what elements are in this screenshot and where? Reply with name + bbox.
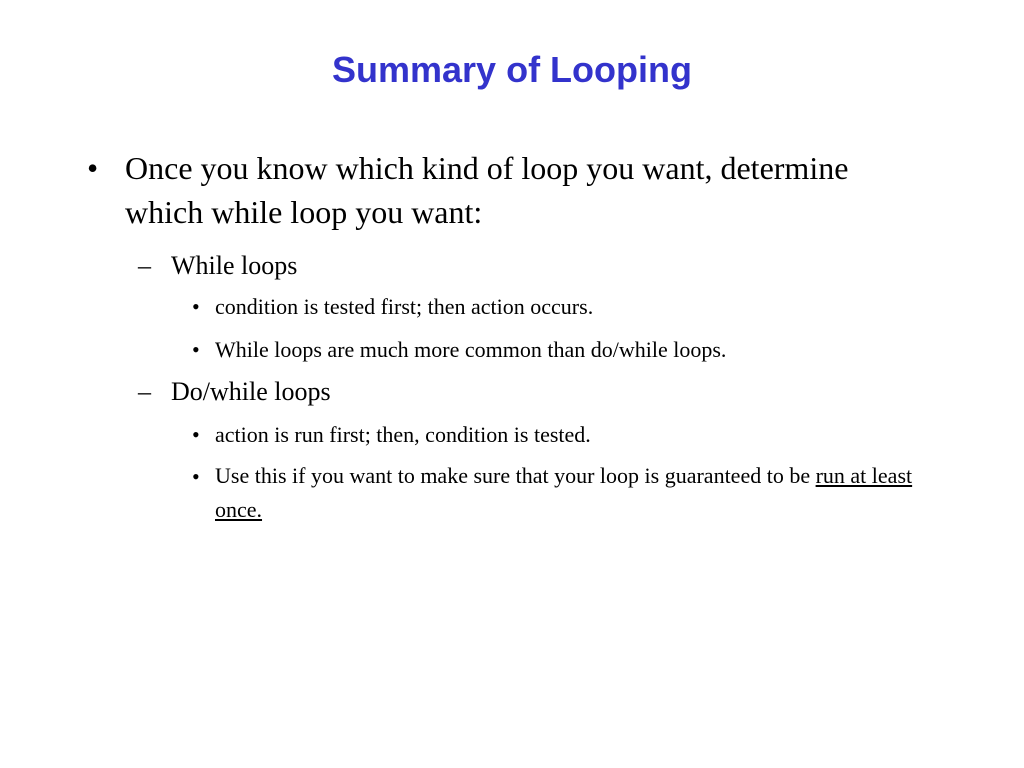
bullet-icon: • (87, 150, 99, 186)
main-point: Once you know which kind of loop you want, determine which while loop you want: (125, 150, 849, 230)
slide-title: Summary of Looping (332, 49, 692, 90)
bullet-icon: • (192, 464, 200, 489)
do-while-loops-heading: Do/while loops (171, 377, 331, 406)
do-while-point: action is run first; then, condition is tested. (215, 422, 591, 447)
while-point: condition is tested first; then action occurs. (215, 294, 594, 319)
bullet-icon: • (192, 294, 200, 319)
do-while-point (215, 459, 935, 527)
while-loops-heading: While loops (171, 251, 298, 280)
dash-icon: – (138, 377, 151, 406)
dash-icon: – (138, 251, 151, 280)
emphasis-text: run at least once. (215, 463, 913, 522)
while-point: While loops are much more common than do/while loops. (215, 337, 727, 362)
bullet-icon: • (192, 422, 200, 447)
bullet-icon: • (192, 337, 200, 362)
do-while-point-text: Use this if you want to make sure that your loop is guaranteed to be (215, 463, 816, 488)
